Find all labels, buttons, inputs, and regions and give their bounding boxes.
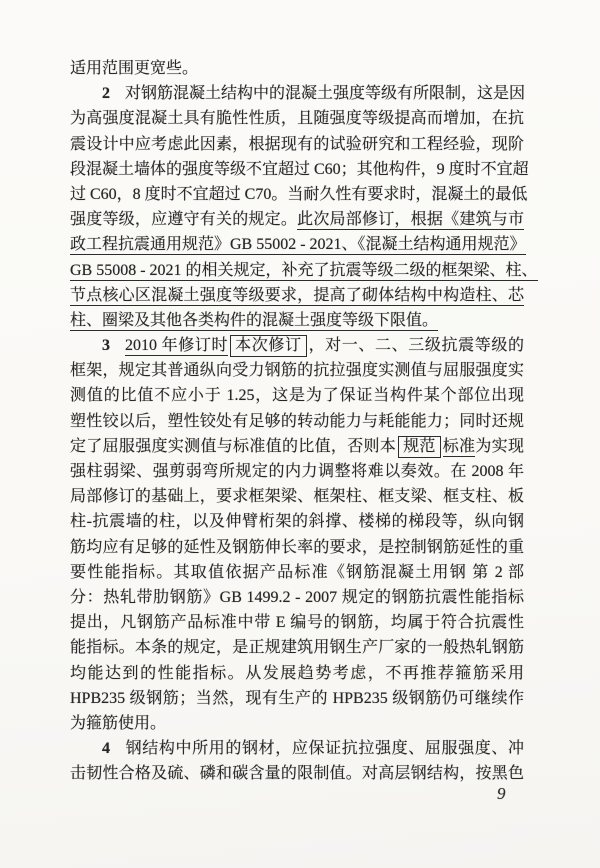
revision-underline-text: 此次局部修订，根据《建筑与市 [297,211,524,229]
text-line-13 [70,358,524,383]
text-segment: 塑性铰以后，塑性铰处有足够的转动能力与耗能能力；同时还规 [70,412,524,430]
text-line-19 [70,509,524,534]
item-number: 2 [102,85,110,103]
text-line-26 [70,686,524,711]
text-line-21 [70,560,524,585]
text-segment: HPB235 级钢筋；当然，现有生产的 HPB235 级钢筋仍可继续作 [70,689,524,707]
text-segment: 能指标。本条的规定，是正规建筑用钢生产厂家的一般热轧钢筋 [70,639,524,657]
text-segment: 强度等级，应遵守有关的规定。 [70,211,298,229]
text-line-14 [70,383,524,408]
text-line-29 [70,761,524,786]
text-segment: 为实现 [475,437,524,455]
text-segment: 为箍筋使用。 [70,714,167,732]
item-number: 4 [102,740,110,758]
revision-underline-text: 政工程抗震通用规范》GB 55002 - 2021、《混凝土结构通用规范》 [70,236,526,254]
text-line-23 [70,610,524,635]
revision-underline-text: 柱、圈梁及其他各类构件的混凝土强度等级下限值。 [70,311,439,329]
text-line-17 [70,459,524,484]
text-segment: 柱-抗震墙的柱，以及伸臂桁架的斜撑、楼梯的梯段等，纵向钢 [70,513,524,531]
text-segment: 钢结构中所用的钢材，应保证抗拉强度、屈服强度、冲 [125,740,524,758]
text-segment: 过 C60，8 度时不宜超过 C70。当耐久性有要求时，混凝土的最低 [70,185,528,203]
text-line-2 [70,81,524,106]
text-segment: 要性能指标。其取值依据产品标准《钢筋混凝土用钢 第 2 部 [70,563,524,581]
text-line-5 [70,157,529,182]
text-line-12 [70,333,524,358]
revision-box-text: 规范 [398,436,441,458]
text-line-6 [70,182,528,207]
text-line-24 [70,635,524,660]
text-line-22 [70,585,524,610]
text-line-16 [70,434,524,459]
text-line-18 [70,484,524,509]
text-line-4 [70,132,524,157]
revision-box-text: 本次修订 [230,335,306,357]
text-segment: 震设计中应考虑此因素，根据现有的试验研究和工程经验，现阶 [70,135,524,153]
text-content [70,56,538,786]
text-segment: 段混凝土墙体的强度等级不宜超过 C60；其他构件，9 度时不宜超 [70,160,529,178]
text-segment: 分：热轧带肋钢筋》GB 1499.2 - 2007 规定的钢筋抗震性能指标 [70,588,524,606]
text-segment: 击韧性合格及硫、磷和碳含量的限制值。对高层钢结构，按黑色 [70,765,524,783]
text-line-15 [70,409,524,434]
text-line-8 [70,232,524,257]
revision-underline-text: 标准 [442,437,476,455]
revision-underline-text: 节点核心区混凝土强度等级要求，提高了砌体结构中构造柱、芯 [70,286,524,304]
text-line-28 [70,736,524,761]
text-segment: 框架，规定其普通纵向受力钢筋的抗拉强度实测值与屈服强度实 [70,362,524,380]
text-segment: ，对一、二、三级抗震等级的 [308,337,524,355]
text-segment: 提出，凡钢筋产品标准中带 E 编号的钢筋，均属于符合抗震性 [70,614,524,632]
text-segment: 均能达到的性能指标。从发展趋势考虑，不再推荐箍筋采用 [70,664,524,682]
revision-underline-text: GB 55008 - 2021 的相关规定，补充了抗震等级二级的框架梁、柱、 [70,261,538,279]
text-segment: 适用范围更宽些。 [70,60,199,77]
revision-underline-text: 2010 年修订时 [125,337,229,355]
text-segment: 为高强度混凝土具有脆性性质，且随强度等级提高而增加，在抗 [70,110,524,128]
text-segment: 测值的比值不应小于 1.25，这是为了保证当构件某个部位出现 [70,387,524,405]
item-number: 3 [102,337,110,355]
text-segment: 局部修订的基础上，要求框架梁、框架柱、框支梁、框支柱、板 [70,488,524,506]
text-segment: 定了屈服强度实测值与标准值的比值，否则本 [70,437,397,455]
text-line-10 [70,283,524,308]
text-line-7 [70,207,524,232]
text-line-1 [70,56,524,81]
text-segment: 强柱弱梁、强剪弱弯所规定的内力调整将难以奏效。在 2008 年 [70,463,524,480]
text-line-3 [70,106,524,131]
text-line-25 [70,661,524,686]
text-segment: 筋均应有足够的延性及钢筋伸长率的要求，是控制钢筋延性的重 [70,538,524,556]
text-line-20 [70,535,524,560]
text-line-27 [70,711,524,736]
text-segment: 对钢筋混凝土结构中的混凝土强度等级有所限制，这是因 [125,85,526,103]
page-number: 9 [497,784,506,803]
text-line-9 [70,258,538,283]
text-line-11 [70,308,524,333]
